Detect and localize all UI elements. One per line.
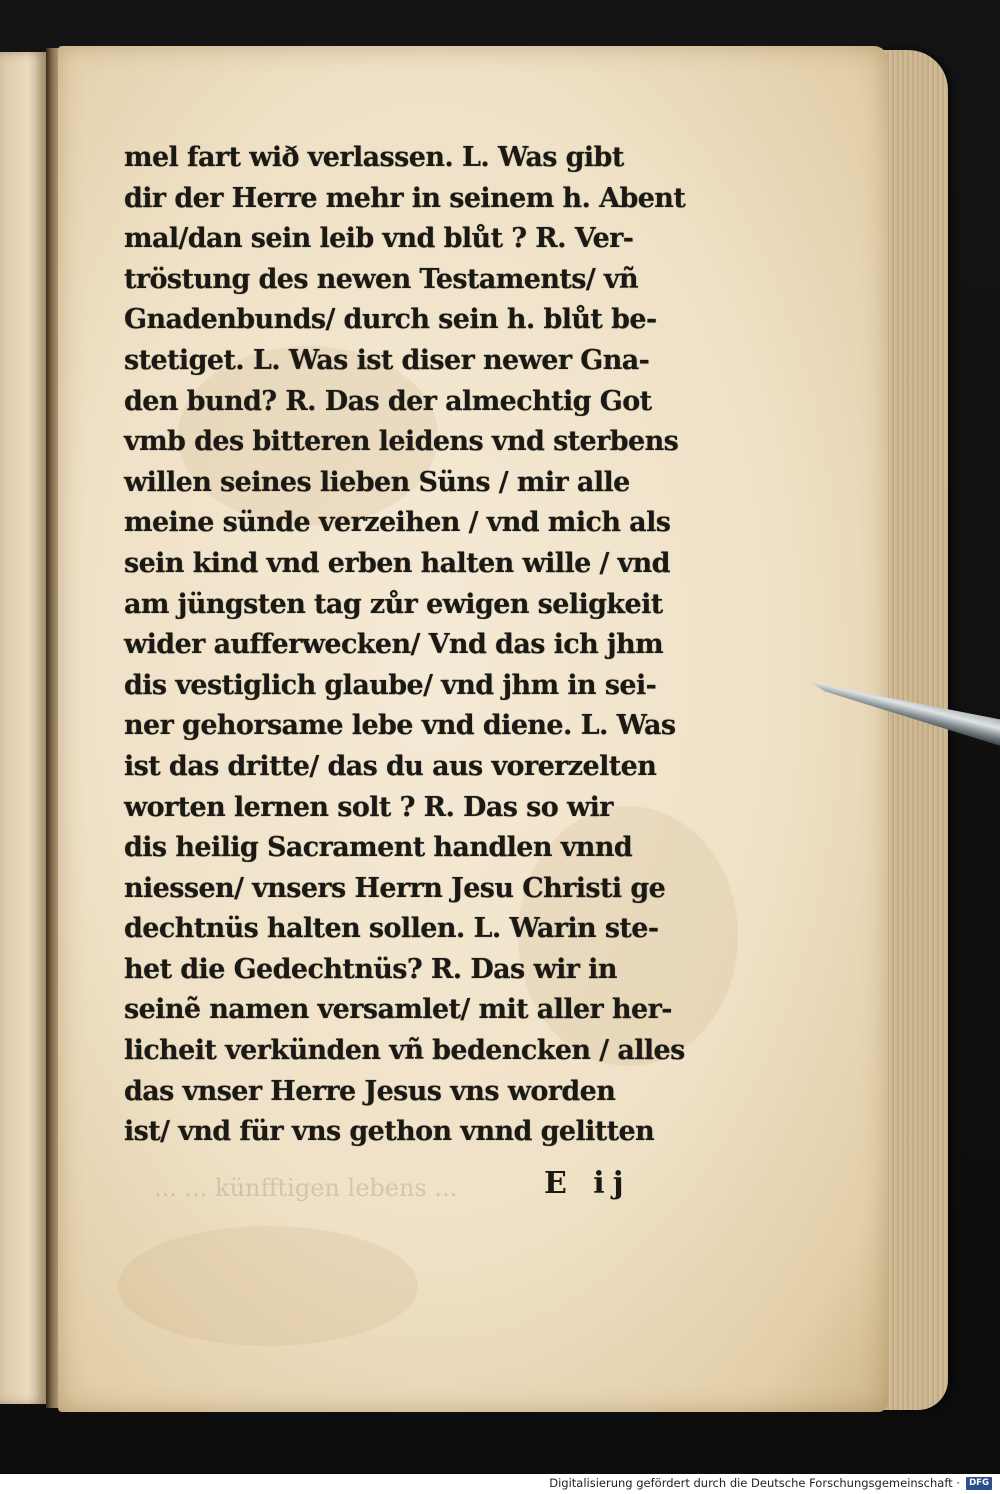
text-line: dechtnüs halten sollen. L. Warin ste-	[124, 913, 659, 945]
page-text-block	[124, 138, 724, 1153]
text-line: dis heilig Sacrament handlen vnnd	[124, 832, 633, 864]
signature-mark: E ij	[544, 1166, 632, 1201]
show-through-text: ... ... künfftigen lebens ...	[154, 1174, 458, 1202]
text-line: niessen/ vnsers Herrn Jesu Christi ge	[124, 872, 666, 904]
credit-bar	[0, 1474, 1000, 1494]
text-line: das vnser Herre Jesus vns worden	[124, 1075, 616, 1107]
page-footer	[124, 1166, 724, 1206]
text-line: den bund? R. Das der almechtig Got	[124, 385, 652, 417]
text-line: sein kind vnd erben halten wille / vnd	[124, 547, 670, 579]
text-line: ist das dritte/ das du aus vorerzelten	[124, 750, 657, 782]
text-line: mel fart wið verlassen. L. Was gibt	[124, 142, 624, 173]
credit-text: Digitalisierung gefördert durch die Deutsche Forschungsgemeinschaft ·	[549, 1476, 960, 1490]
text-line: am jüngsten tag zůr ewigen seligkeit	[124, 588, 663, 620]
dfg-logo-icon: DFG	[966, 1477, 992, 1490]
text-line: wider aufferwecken/ Vnd das ich jhm	[124, 629, 664, 661]
text-line: worten lernen solt ? R. Das so wir	[124, 791, 613, 823]
paper-stain	[118, 1226, 418, 1346]
text-line: licheit verkünden vñ bedencken / alles	[124, 1035, 685, 1067]
text-line: mal/dan sein leib vnd blůt ? R. Ver-	[124, 223, 634, 255]
text-line: vmb des bitteren leidens vnd sterbens	[124, 426, 679, 458]
text-line: ner gehorsame lebe vnd diene. L. Was	[124, 710, 676, 742]
text-line: tröstung des newen Testaments/ vñ	[124, 263, 639, 295]
previous-page-edge	[0, 52, 48, 1404]
text-line: ist/ vnd für vns gethon vnnd gelitten	[124, 1116, 655, 1148]
text-line: dis vestiglich glaube/ vnd jhm in sei-	[124, 669, 657, 701]
text-line: dir der Herre mehr in seinem h. Abent	[124, 182, 686, 214]
book-page	[58, 46, 888, 1412]
text-line: het die Gedechtnüs? R. Das wir in	[124, 953, 617, 985]
text-line: stetiget. L. Was ist diser newer Gna-	[124, 344, 650, 376]
text-line: willen seines lieben Süns / mir alle	[124, 466, 630, 498]
text-line: meine sünde verzeihen / vnd mich als	[124, 507, 671, 539]
text-line: seinẽ namen versamlet/ mit aller her-	[124, 994, 672, 1026]
text-line: Gnadenbunds/ durch sein h. blůt be-	[124, 304, 657, 336]
